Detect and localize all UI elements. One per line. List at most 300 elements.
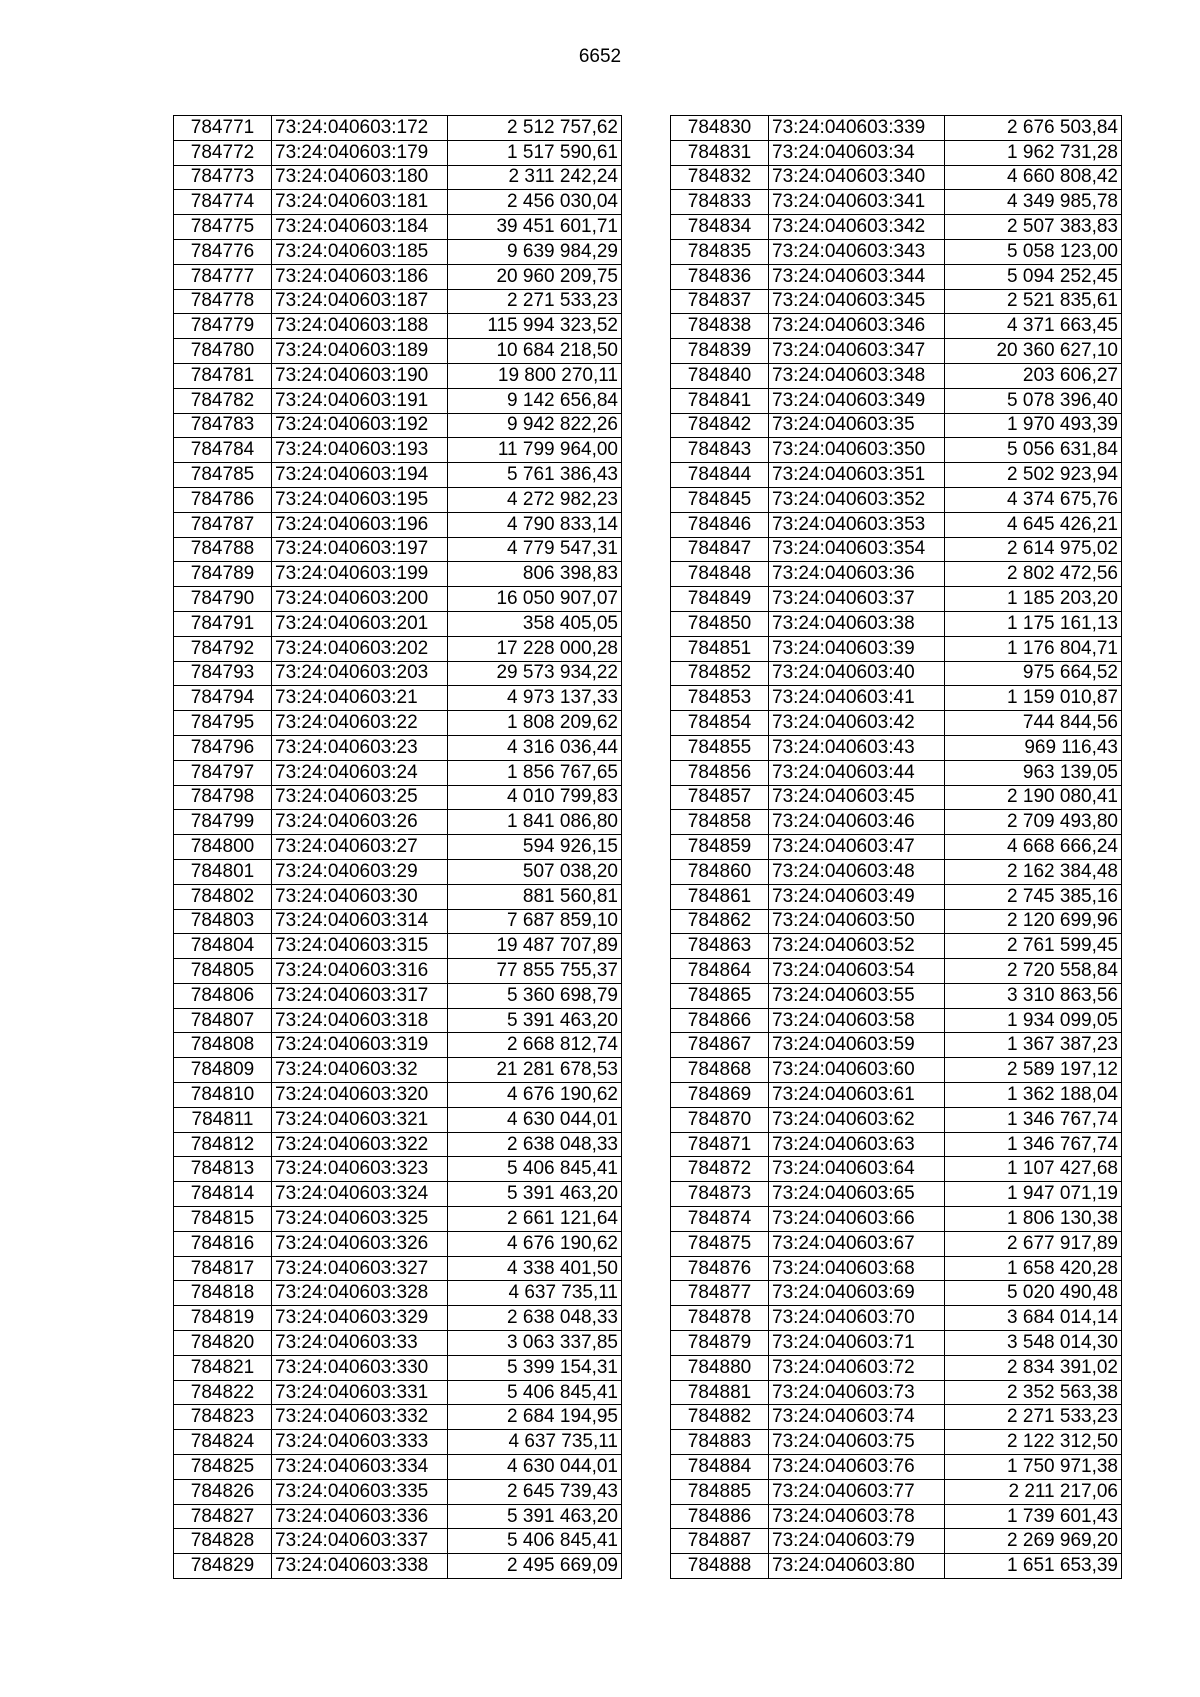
table-row [174,363,622,388]
cadastral-number-cell: 73:24:040603:44 [769,760,945,785]
cadastral-value-cell: 1 856 767,65 [448,760,622,785]
row-number-cell: 784810 [174,1083,272,1108]
row-number-cell: 784837 [671,289,769,314]
row-number-cell: 784801 [174,859,272,884]
cadastral-number-cell: 73:24:040603:320 [272,1083,448,1108]
table-row [671,413,1122,438]
table-row [174,711,622,736]
cadastral-number-cell: 73:24:040603:46 [769,810,945,835]
cadastral-value-cell: 2 761 599,45 [945,934,1122,959]
table-row [174,1455,622,1480]
row-number-cell: 784776 [174,239,272,264]
cadastral-value-cell: 3 310 863,56 [945,983,1122,1008]
cadastral-value-cell: 5 094 252,45 [945,264,1122,289]
cadastral-number-cell: 73:24:040603:58 [769,1008,945,1033]
cadastral-number-cell: 73:24:040603:352 [769,487,945,512]
cadastral-value-cell: 1 367 387,23 [945,1033,1122,1058]
cadastral-number-cell: 73:24:040603:64 [769,1157,945,1182]
cadastral-value-cell: 969 116,43 [945,735,1122,760]
table-row [174,264,622,289]
table-row [671,1107,1122,1132]
cadastral-number-cell: 73:24:040603:318 [272,1008,448,1033]
table-row [671,487,1122,512]
cadastral-number-cell: 73:24:040603:70 [769,1306,945,1331]
cadastral-value-cell: 19 800 270,11 [448,363,622,388]
table-row [174,835,622,860]
cadastral-number-cell: 73:24:040603:194 [272,463,448,488]
cadastral-value-cell: 2 638 048,33 [448,1306,622,1331]
table-row [174,810,622,835]
cadastral-value-cell: 17 228 000,28 [448,636,622,661]
row-number-cell: 784886 [671,1504,769,1529]
cadastral-value-cell: 744 844,56 [945,711,1122,736]
row-number-cell: 784816 [174,1231,272,1256]
cadastral-value-cell: 9 142 656,84 [448,388,622,413]
row-number-cell: 784771 [174,116,272,141]
cadastral-number-cell: 73:24:040603:314 [272,909,448,934]
table-row [174,537,622,562]
row-number-cell: 784877 [671,1281,769,1306]
cadastral-number-cell: 73:24:040603:25 [272,785,448,810]
table-row [671,388,1122,413]
row-number-cell: 784840 [671,363,769,388]
row-number-cell: 784804 [174,934,272,959]
cadastral-value-cell: 1 947 071,19 [945,1182,1122,1207]
table-row [671,339,1122,364]
table-row [671,611,1122,636]
cadastral-value-cell: 1 176 804,71 [945,636,1122,661]
cadastral-number-cell: 73:24:040603:45 [769,785,945,810]
cadastral-value-cell: 2 120 699,96 [945,909,1122,934]
cadastral-number-cell: 73:24:040603:65 [769,1182,945,1207]
cadastral-value-cell: 2 271 533,23 [448,289,622,314]
table-row [671,1083,1122,1108]
row-number-cell: 784829 [174,1554,272,1579]
cadastral-number-cell: 73:24:040603:329 [272,1306,448,1331]
register-table-left [173,115,622,1579]
table-row [174,1132,622,1157]
table-row [671,562,1122,587]
row-number-cell: 784863 [671,934,769,959]
cadastral-number-cell: 73:24:040603:347 [769,339,945,364]
cadastral-number-cell: 73:24:040603:50 [769,909,945,934]
cadastral-number-cell: 73:24:040603:332 [272,1405,448,1430]
cadastral-number-cell: 73:24:040603:63 [769,1132,945,1157]
table-row [174,983,622,1008]
cadastral-value-cell: 2 745 385,16 [945,884,1122,909]
cadastral-number-cell: 73:24:040603:184 [272,215,448,240]
table-row [671,1182,1122,1207]
table-row [174,339,622,364]
cadastral-value-cell: 2 271 533,23 [945,1405,1122,1430]
row-number-cell: 784781 [174,363,272,388]
table-row [671,661,1122,686]
table-row [671,1430,1122,1455]
row-number-cell: 784841 [671,388,769,413]
cadastral-value-cell: 10 684 218,50 [448,339,622,364]
row-number-cell: 784806 [174,983,272,1008]
cadastral-number-cell: 73:24:040603:34 [769,140,945,165]
table-row [671,264,1122,289]
cadastral-number-cell: 73:24:040603:181 [272,190,448,215]
cadastral-value-cell: 1 806 130,38 [945,1207,1122,1232]
table-row [174,959,622,984]
cadastral-value-cell: 20 360 627,10 [945,339,1122,364]
row-number-cell: 784815 [174,1207,272,1232]
cadastral-number-cell: 73:24:040603:59 [769,1033,945,1058]
row-number-cell: 784784 [174,438,272,463]
cadastral-number-cell: 73:24:040603:189 [272,339,448,364]
cadastral-number-cell: 73:24:040603:37 [769,587,945,612]
cadastral-value-cell: 2 162 384,48 [945,859,1122,884]
row-number-cell: 784839 [671,339,769,364]
row-number-cell: 784884 [671,1455,769,1480]
cadastral-number-cell: 73:24:040603:30 [272,884,448,909]
cadastral-value-cell: 1 346 767,74 [945,1132,1122,1157]
cadastral-number-cell: 73:24:040603:188 [272,314,448,339]
cadastral-number-cell: 73:24:040603:42 [769,711,945,736]
cadastral-number-cell: 73:24:040603:32 [272,1058,448,1083]
table-row [671,1058,1122,1083]
row-number-cell: 784825 [174,1455,272,1480]
row-number-cell: 784783 [174,413,272,438]
cadastral-value-cell: 2 352 563,38 [945,1380,1122,1405]
table-row [174,859,622,884]
table-row [174,1281,622,1306]
table-row [671,711,1122,736]
cadastral-number-cell: 73:24:040603:341 [769,190,945,215]
table-row [174,1405,622,1430]
table-row [174,1504,622,1529]
row-number-cell: 784826 [174,1479,272,1504]
cadastral-value-cell: 39 451 601,71 [448,215,622,240]
row-number-cell: 784787 [174,512,272,537]
cadastral-value-cell: 21 281 678,53 [448,1058,622,1083]
table-row [671,1306,1122,1331]
cadastral-number-cell: 73:24:040603:43 [769,735,945,760]
cadastral-value-cell: 2 211 217,06 [945,1479,1122,1504]
cadastral-value-cell: 16 050 907,07 [448,587,622,612]
row-number-cell: 784796 [174,735,272,760]
row-number-cell: 784836 [671,264,769,289]
cadastral-number-cell: 73:24:040603:60 [769,1058,945,1083]
table-row [671,140,1122,165]
cadastral-value-cell: 5 406 845,41 [448,1529,622,1554]
cadastral-number-cell: 73:24:040603:68 [769,1256,945,1281]
cadastral-value-cell: 4 010 799,83 [448,785,622,810]
cadastral-value-cell: 4 316 036,44 [448,735,622,760]
page-number: 6652 [578,46,622,67]
table-row [671,512,1122,537]
table-row [174,487,622,512]
cadastral-value-cell: 4 660 808,42 [945,165,1122,190]
cadastral-value-cell: 1 517 590,61 [448,140,622,165]
cadastral-value-cell: 5 406 845,41 [448,1380,622,1405]
cadastral-value-cell: 5 391 463,20 [448,1008,622,1033]
cadastral-number-cell: 73:24:040603:334 [272,1455,448,1480]
cadastral-number-cell: 73:24:040603:340 [769,165,945,190]
row-number-cell: 784843 [671,438,769,463]
table-row [671,1479,1122,1504]
table-row [174,1033,622,1058]
table-row [174,1058,622,1083]
row-number-cell: 784824 [174,1430,272,1455]
cadastral-value-cell: 4 272 982,23 [448,487,622,512]
cadastral-number-cell: 73:24:040603:187 [272,289,448,314]
cadastral-value-cell: 1 934 099,05 [945,1008,1122,1033]
cadastral-number-cell: 73:24:040603:72 [769,1355,945,1380]
table-row [174,611,622,636]
cadastral-number-cell: 73:24:040603:316 [272,959,448,984]
cadastral-number-cell: 73:24:040603:75 [769,1430,945,1455]
cadastral-value-cell: 5 406 845,41 [448,1157,622,1182]
row-number-cell: 784872 [671,1157,769,1182]
cadastral-value-cell: 1 362 188,04 [945,1083,1122,1108]
row-number-cell: 784848 [671,562,769,587]
cadastral-value-cell: 4 349 985,78 [945,190,1122,215]
cadastral-number-cell: 73:24:040603:336 [272,1504,448,1529]
cadastral-number-cell: 73:24:040603:331 [272,1380,448,1405]
row-number-cell: 784842 [671,413,769,438]
cadastral-value-cell: 19 487 707,89 [448,934,622,959]
cadastral-number-cell: 73:24:040603:67 [769,1231,945,1256]
cadastral-value-cell: 963 139,05 [945,760,1122,785]
table-row [671,587,1122,612]
cadastral-number-cell: 73:24:040603:35 [769,413,945,438]
row-number-cell: 784792 [174,636,272,661]
cadastral-value-cell: 806 398,83 [448,562,622,587]
table-row [174,1107,622,1132]
cadastral-value-cell: 1 651 653,39 [945,1554,1122,1579]
table-row [174,661,622,686]
row-number-cell: 784777 [174,264,272,289]
table-row [174,512,622,537]
row-number-cell: 784873 [671,1182,769,1207]
table-row [671,1455,1122,1480]
cadastral-number-cell: 73:24:040603:339 [769,116,945,141]
table-row [671,438,1122,463]
row-number-cell: 784858 [671,810,769,835]
cadastral-number-cell: 73:24:040603:76 [769,1455,945,1480]
cadastral-value-cell: 2 507 383,83 [945,215,1122,240]
row-number-cell: 784791 [174,611,272,636]
table-row [671,190,1122,215]
cadastral-number-cell: 73:24:040603:172 [272,116,448,141]
cadastral-number-cell: 73:24:040603:322 [272,1132,448,1157]
row-number-cell: 784846 [671,512,769,537]
table-row [671,983,1122,1008]
table-row [671,636,1122,661]
cadastral-number-cell: 73:24:040603:195 [272,487,448,512]
cadastral-value-cell: 3 548 014,30 [945,1331,1122,1356]
table-row [671,239,1122,264]
row-number-cell: 784807 [174,1008,272,1033]
cadastral-value-cell: 1 962 731,28 [945,140,1122,165]
cadastral-value-cell: 2 456 030,04 [448,190,622,215]
row-number-cell: 784832 [671,165,769,190]
cadastral-value-cell: 2 122 312,50 [945,1430,1122,1455]
cadastral-number-cell: 73:24:040603:179 [272,140,448,165]
cadastral-value-cell: 2 676 503,84 [945,116,1122,141]
row-number-cell: 784879 [671,1331,769,1356]
row-number-cell: 784799 [174,810,272,835]
table-row [174,239,622,264]
table-row [671,835,1122,860]
table-row [671,735,1122,760]
cadastral-number-cell: 73:24:040603:22 [272,711,448,736]
cadastral-number-cell: 73:24:040603:186 [272,264,448,289]
cadastral-number-cell: 73:24:040603:203 [272,661,448,686]
row-number-cell: 784870 [671,1107,769,1132]
row-number-cell: 784813 [174,1157,272,1182]
table-row [671,1033,1122,1058]
table-row [671,1529,1122,1554]
table-row [174,438,622,463]
cadastral-number-cell: 73:24:040603:47 [769,835,945,860]
row-number-cell: 784788 [174,537,272,562]
row-number-cell: 784865 [671,983,769,1008]
cadastral-number-cell: 73:24:040603:29 [272,859,448,884]
cadastral-number-cell: 73:24:040603:338 [272,1554,448,1579]
cadastral-value-cell: 20 960 209,75 [448,264,622,289]
cadastral-value-cell: 2 589 197,12 [945,1058,1122,1083]
row-number-cell: 784881 [671,1380,769,1405]
row-number-cell: 784859 [671,835,769,860]
row-number-cell: 784831 [671,140,769,165]
cadastral-value-cell: 5 391 463,20 [448,1504,622,1529]
cadastral-value-cell: 1 808 209,62 [448,711,622,736]
row-number-cell: 784830 [671,116,769,141]
cadastral-number-cell: 73:24:040603:326 [272,1231,448,1256]
cadastral-number-cell: 73:24:040603:200 [272,587,448,612]
table-row [671,760,1122,785]
row-number-cell: 784875 [671,1231,769,1256]
table-row [671,1405,1122,1430]
cadastral-value-cell: 5 058 123,00 [945,239,1122,264]
table-row [174,190,622,215]
row-number-cell: 784856 [671,760,769,785]
table-row [174,884,622,909]
table-row [174,1529,622,1554]
table-row [671,909,1122,934]
cadastral-number-cell: 73:24:040603:49 [769,884,945,909]
cadastral-number-cell: 73:24:040603:80 [769,1554,945,1579]
cadastral-value-cell: 4 676 190,62 [448,1083,622,1108]
cadastral-number-cell: 73:24:040603:321 [272,1107,448,1132]
register-table-right-body [671,116,1122,1579]
register-table-right [670,115,1122,1579]
row-number-cell: 784855 [671,735,769,760]
cadastral-value-cell: 2 512 757,62 [448,116,622,141]
row-number-cell: 784819 [174,1306,272,1331]
cadastral-number-cell: 73:24:040603:52 [769,934,945,959]
cadastral-number-cell: 73:24:040603:38 [769,611,945,636]
row-number-cell: 784850 [671,611,769,636]
row-number-cell: 784876 [671,1256,769,1281]
row-number-cell: 784809 [174,1058,272,1083]
table-row [671,785,1122,810]
row-number-cell: 784803 [174,909,272,934]
row-number-cell: 784795 [174,711,272,736]
row-number-cell: 784811 [174,1107,272,1132]
cadastral-number-cell: 73:24:040603:351 [769,463,945,488]
row-number-cell: 784885 [671,1479,769,1504]
cadastral-value-cell: 2 684 194,95 [448,1405,622,1430]
table-row [174,1355,622,1380]
cadastral-value-cell: 4 676 190,62 [448,1231,622,1256]
cadastral-value-cell: 975 664,52 [945,661,1122,686]
table-row [671,1157,1122,1182]
row-number-cell: 784808 [174,1033,272,1058]
row-number-cell: 784864 [671,959,769,984]
cadastral-value-cell: 7 687 859,10 [448,909,622,934]
row-number-cell: 784834 [671,215,769,240]
row-number-cell: 784823 [174,1405,272,1430]
table-row [671,537,1122,562]
cadastral-number-cell: 73:24:040603:202 [272,636,448,661]
cadastral-value-cell: 5 056 631,84 [945,438,1122,463]
cadastral-value-cell: 5 761 386,43 [448,463,622,488]
cadastral-value-cell: 2 661 121,64 [448,1207,622,1232]
row-number-cell: 784790 [174,587,272,612]
cadastral-number-cell: 73:24:040603:41 [769,686,945,711]
row-number-cell: 784845 [671,487,769,512]
row-number-cell: 784844 [671,463,769,488]
cadastral-value-cell: 5 020 490,48 [945,1281,1122,1306]
cadastral-number-cell: 73:24:040603:333 [272,1430,448,1455]
cadastral-number-cell: 73:24:040603:36 [769,562,945,587]
row-number-cell: 784847 [671,537,769,562]
cadastral-value-cell: 11 799 964,00 [448,438,622,463]
cadastral-number-cell: 73:24:040603:77 [769,1479,945,1504]
row-number-cell: 784793 [174,661,272,686]
cadastral-value-cell: 2 677 917,89 [945,1231,1122,1256]
cadastral-number-cell: 73:24:040603:66 [769,1207,945,1232]
table-row [671,165,1122,190]
table-row [174,760,622,785]
row-number-cell: 784828 [174,1529,272,1554]
row-number-cell: 784789 [174,562,272,587]
row-number-cell: 784838 [671,314,769,339]
cadastral-number-cell: 73:24:040603:330 [272,1355,448,1380]
cadastral-value-cell: 2 269 969,20 [945,1529,1122,1554]
cadastral-number-cell: 73:24:040603:354 [769,537,945,562]
row-number-cell: 784772 [174,140,272,165]
cadastral-value-cell: 1 841 086,80 [448,810,622,835]
cadastral-number-cell: 73:24:040603:39 [769,636,945,661]
cadastral-value-cell: 1 175 161,13 [945,611,1122,636]
cadastral-value-cell: 1 159 010,87 [945,686,1122,711]
row-number-cell: 784786 [174,487,272,512]
table-row [174,1008,622,1033]
table-row [174,1430,622,1455]
cadastral-number-cell: 73:24:040603:323 [272,1157,448,1182]
row-number-cell: 784833 [671,190,769,215]
cadastral-value-cell: 594 926,15 [448,835,622,860]
cadastral-number-cell: 73:24:040603:346 [769,314,945,339]
table-row [671,859,1122,884]
cadastral-number-cell: 73:24:040603:196 [272,512,448,537]
table-row [174,562,622,587]
table-row [671,1207,1122,1232]
row-number-cell: 784817 [174,1256,272,1281]
cadastral-value-cell: 77 855 755,37 [448,959,622,984]
cadastral-number-cell: 73:24:040603:71 [769,1331,945,1356]
cadastral-value-cell: 9 942 822,26 [448,413,622,438]
cadastral-number-cell: 73:24:040603:350 [769,438,945,463]
cadastral-number-cell: 73:24:040603:317 [272,983,448,1008]
table-row [671,1281,1122,1306]
